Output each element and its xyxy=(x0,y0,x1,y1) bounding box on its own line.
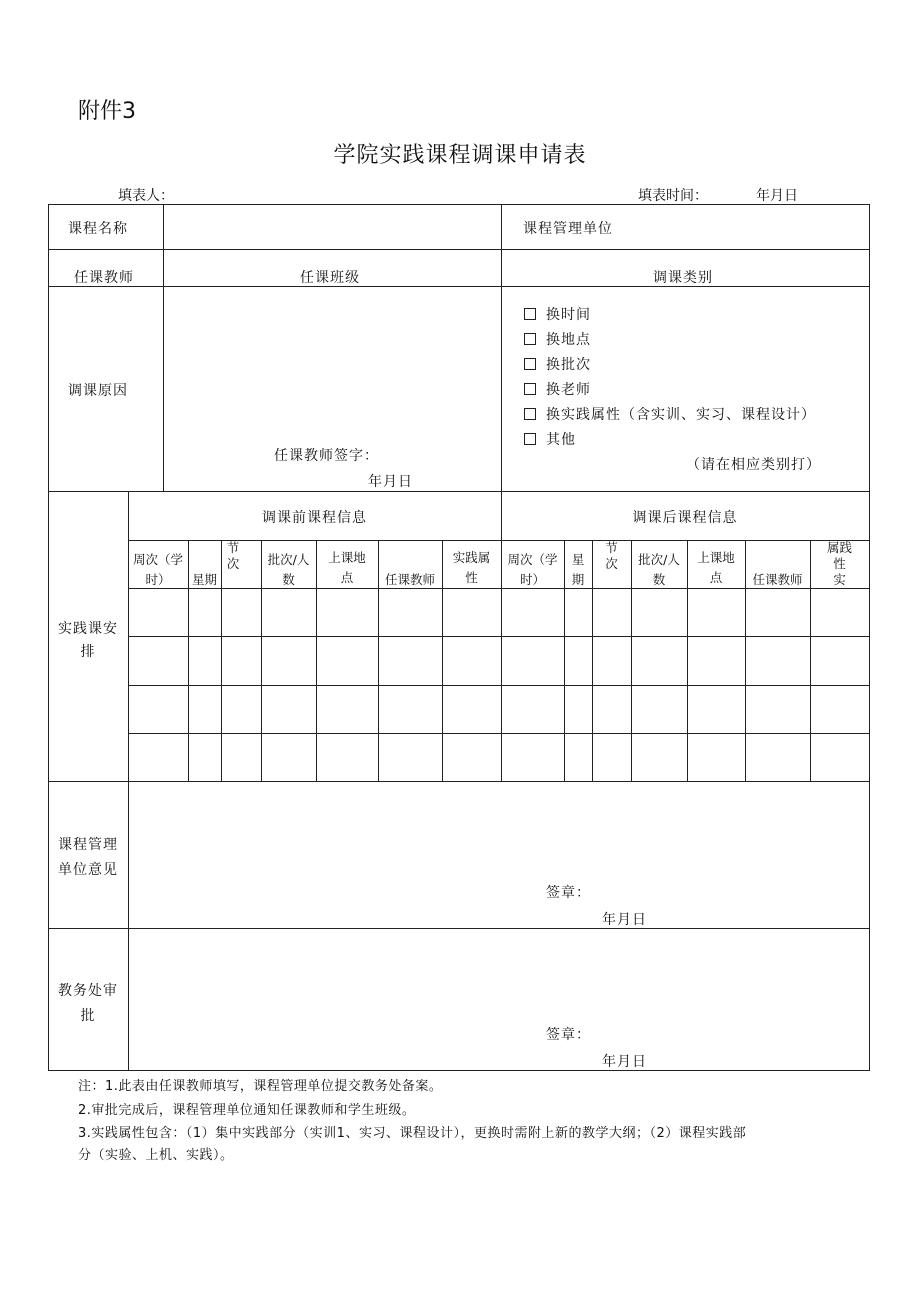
col-batch-after: 批次/人 数 xyxy=(638,552,680,587)
checkbox-icon[interactable] xyxy=(524,333,536,345)
teacher-label: 任课教师 xyxy=(74,270,134,286)
rule xyxy=(48,249,870,250)
col-weekday-before: 星期 xyxy=(191,572,217,587)
rule xyxy=(128,733,870,734)
teacher-sign-label: 任课教师签字： xyxy=(274,448,379,464)
col-period-after: 节 次 xyxy=(605,540,618,571)
checkbox-icon[interactable] xyxy=(524,383,536,395)
col-location-after: 上课地 点 xyxy=(697,550,735,585)
col-weekday-after: 星 期 xyxy=(571,552,585,587)
rule xyxy=(128,685,870,686)
note-3-cont: 分（实验、上机、实践）。 xyxy=(78,1148,234,1163)
unit-date-label: 年月日 xyxy=(602,912,647,928)
rule xyxy=(163,204,164,491)
checkbox-icon[interactable] xyxy=(524,408,536,420)
unit-opinion-label: 课程管理 单位意见 xyxy=(58,837,118,878)
option-change-teacher[interactable]: 换老师 xyxy=(524,379,591,399)
attachment-label: 附件3 xyxy=(78,99,136,124)
before-info-label: 调课前课程信息 xyxy=(262,510,367,526)
col-attr-before: 实践属 性 xyxy=(452,550,491,585)
note-2: 2.审批完成后，课程管理单位通知任课教师和学生班级。 xyxy=(78,1103,416,1118)
application-form xyxy=(48,204,870,1070)
class-label: 任课班级 xyxy=(300,270,360,286)
rule xyxy=(869,204,870,1071)
rule xyxy=(48,781,870,782)
checkbox-icon[interactable] xyxy=(524,433,536,445)
option-change-location[interactable]: 换地点 xyxy=(524,329,591,349)
fill-date-label: 年月日 xyxy=(756,188,798,204)
fill-time-label: 填表时间： xyxy=(638,188,708,204)
checkbox-icon[interactable] xyxy=(524,358,536,370)
col-period-before: 节 次 xyxy=(226,540,240,571)
rule xyxy=(221,540,222,781)
col-location-before: 上课地 点 xyxy=(328,550,366,585)
arrangement-label: 实践课安 排 xyxy=(58,621,118,660)
course-unit-label: 课程管理单位 xyxy=(523,221,613,237)
option-change-attribute[interactable]: 换实践属性（含实训、实习、课程设计） xyxy=(524,404,816,424)
after-info-label: 调课后课程信息 xyxy=(632,510,738,526)
options-hint: （请在相应类别打） xyxy=(686,457,821,473)
review-seal-label: 签章： xyxy=(546,1027,591,1043)
col-teacher-before: 任课教师 xyxy=(384,572,435,587)
rule xyxy=(48,286,870,287)
col-week-after: 周次（学 时） xyxy=(507,552,558,587)
rule xyxy=(48,1070,870,1071)
sign-date-label: 年月日 xyxy=(368,474,413,490)
col-attr-after: 属践 性 实 xyxy=(826,540,852,587)
checkbox-icon[interactable] xyxy=(524,308,536,320)
option-other[interactable]: 其他 xyxy=(524,429,576,449)
unit-seal-label: 签章： xyxy=(546,885,591,901)
rule xyxy=(48,928,870,929)
note-3: 3.实践属性包含：（1）集中实践部分（实训1、实习、课程设计），更换时需附上新的教学大纲；（2）课程实践部 xyxy=(78,1126,747,1141)
col-week-before: 周次（学 时） xyxy=(132,552,183,587)
option-change-time[interactable]: 换时间 xyxy=(524,304,591,324)
filler-label: 填表人： xyxy=(118,188,174,204)
rule xyxy=(48,491,870,492)
page-title: 学院实践课程调课申请表 xyxy=(333,143,587,168)
rule xyxy=(48,204,870,205)
review-date-label: 年月日 xyxy=(602,1054,647,1070)
change-type-label: 调课类别 xyxy=(653,270,713,286)
rule xyxy=(592,540,593,781)
reason-label: 调课原因 xyxy=(68,383,128,399)
option-change-batch[interactable]: 换批次 xyxy=(524,354,591,374)
rule xyxy=(128,636,870,637)
course-name-label: 课程名称 xyxy=(68,221,128,237)
col-batch-before: 批次/人 数 xyxy=(267,552,310,587)
col-teacher-after: 任课教师 xyxy=(752,572,803,587)
note-1: 注：1.此表由任课教师填写，课程管理单位提交教务处备案。 xyxy=(78,1079,443,1094)
academic-review-label: 教务处审 批 xyxy=(58,983,118,1024)
rule xyxy=(501,204,502,588)
